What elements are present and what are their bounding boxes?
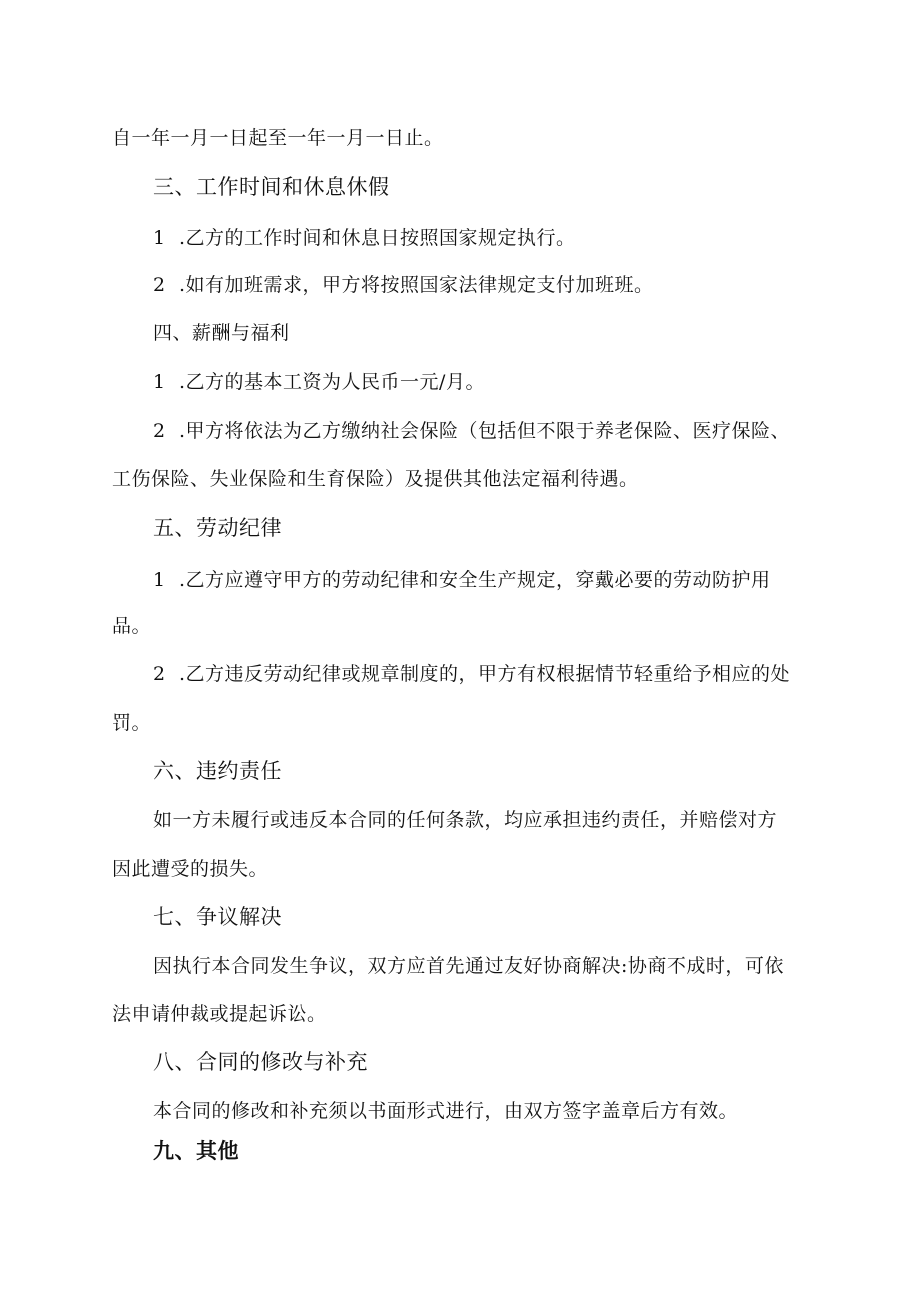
term-clause-text: 自一年一月一日起至一年一月一日止。 — [112, 127, 444, 149]
item-text: .乙方违反劳动纪律或规章制度的，甲方有权根据情节轻重给予相应的处 — [179, 663, 791, 685]
section-8-text: 本合同的修改和补充须以书面形式进行，由双方签字盖章后方有效。 — [153, 1100, 739, 1122]
section-4-item-1 — [153, 370, 485, 394]
item-number: 1 — [153, 227, 166, 249]
item-text: .乙方的基本工资为人民币一元/月。 — [179, 371, 485, 393]
section-4-heading: 四、薪酬与福利 — [153, 322, 290, 344]
section-6-text-continued: 因此遭受的损失。 — [112, 858, 269, 880]
section-6-text: 如一方未履行或违反本合同的任何条款，均应承担违约责任，并赔偿对方 — [153, 809, 778, 831]
item-text: .如有加班需求，甲方将按照国家法律规定支付加班班。 — [179, 274, 654, 296]
section-3-item-1 — [153, 226, 576, 250]
section-3-heading: 三、工作时间和休息休假 — [153, 175, 390, 199]
section-5-heading: 五、劳动纪律 — [153, 516, 282, 540]
item-number: 2 — [153, 663, 166, 685]
section-6-heading: 六、违约责任 — [153, 759, 282, 783]
item-text: .乙方的工作时间和休息日按照国家规定执行。 — [179, 227, 576, 249]
item-text: .甲方将依法为乙方缴纳社会保险（包括但不限于养老保险、医疗保险、 — [179, 420, 791, 442]
section-5-item-2 — [153, 662, 790, 686]
section-5-item-1 — [153, 568, 771, 592]
section-7-text-continued: 法申请仲裁或提起诉讼。 — [112, 1003, 327, 1025]
section-7-text: 因执行本合同发生争议，双方应首先通过友好协商解决:协商不成时，可依 — [153, 955, 784, 977]
item-number: 2 — [153, 274, 166, 296]
section-4-item-2-continued: 工伤保险、失业保险和生育保险）及提供其他法定福利待遇。 — [112, 468, 639, 490]
section-9-heading: 九、其他 — [153, 1139, 239, 1163]
section-5-item-1-continued: 品。 — [112, 615, 152, 637]
section-3-item-2 — [153, 273, 654, 297]
item-text: .乙方应遵守甲方的劳动纪律和安全生产规定，穿戴必要的劳动防护用 — [179, 569, 771, 591]
section-5-item-2-continued: 罚。 — [112, 712, 152, 734]
section-4-item-2 — [153, 419, 790, 443]
item-number: 2 — [153, 420, 166, 442]
item-number: 1 — [153, 371, 166, 393]
item-number: 1 — [153, 569, 166, 591]
section-7-heading: 七、争议解决 — [153, 905, 282, 929]
section-8-heading: 八、合同的修改与补充 — [153, 1050, 368, 1074]
